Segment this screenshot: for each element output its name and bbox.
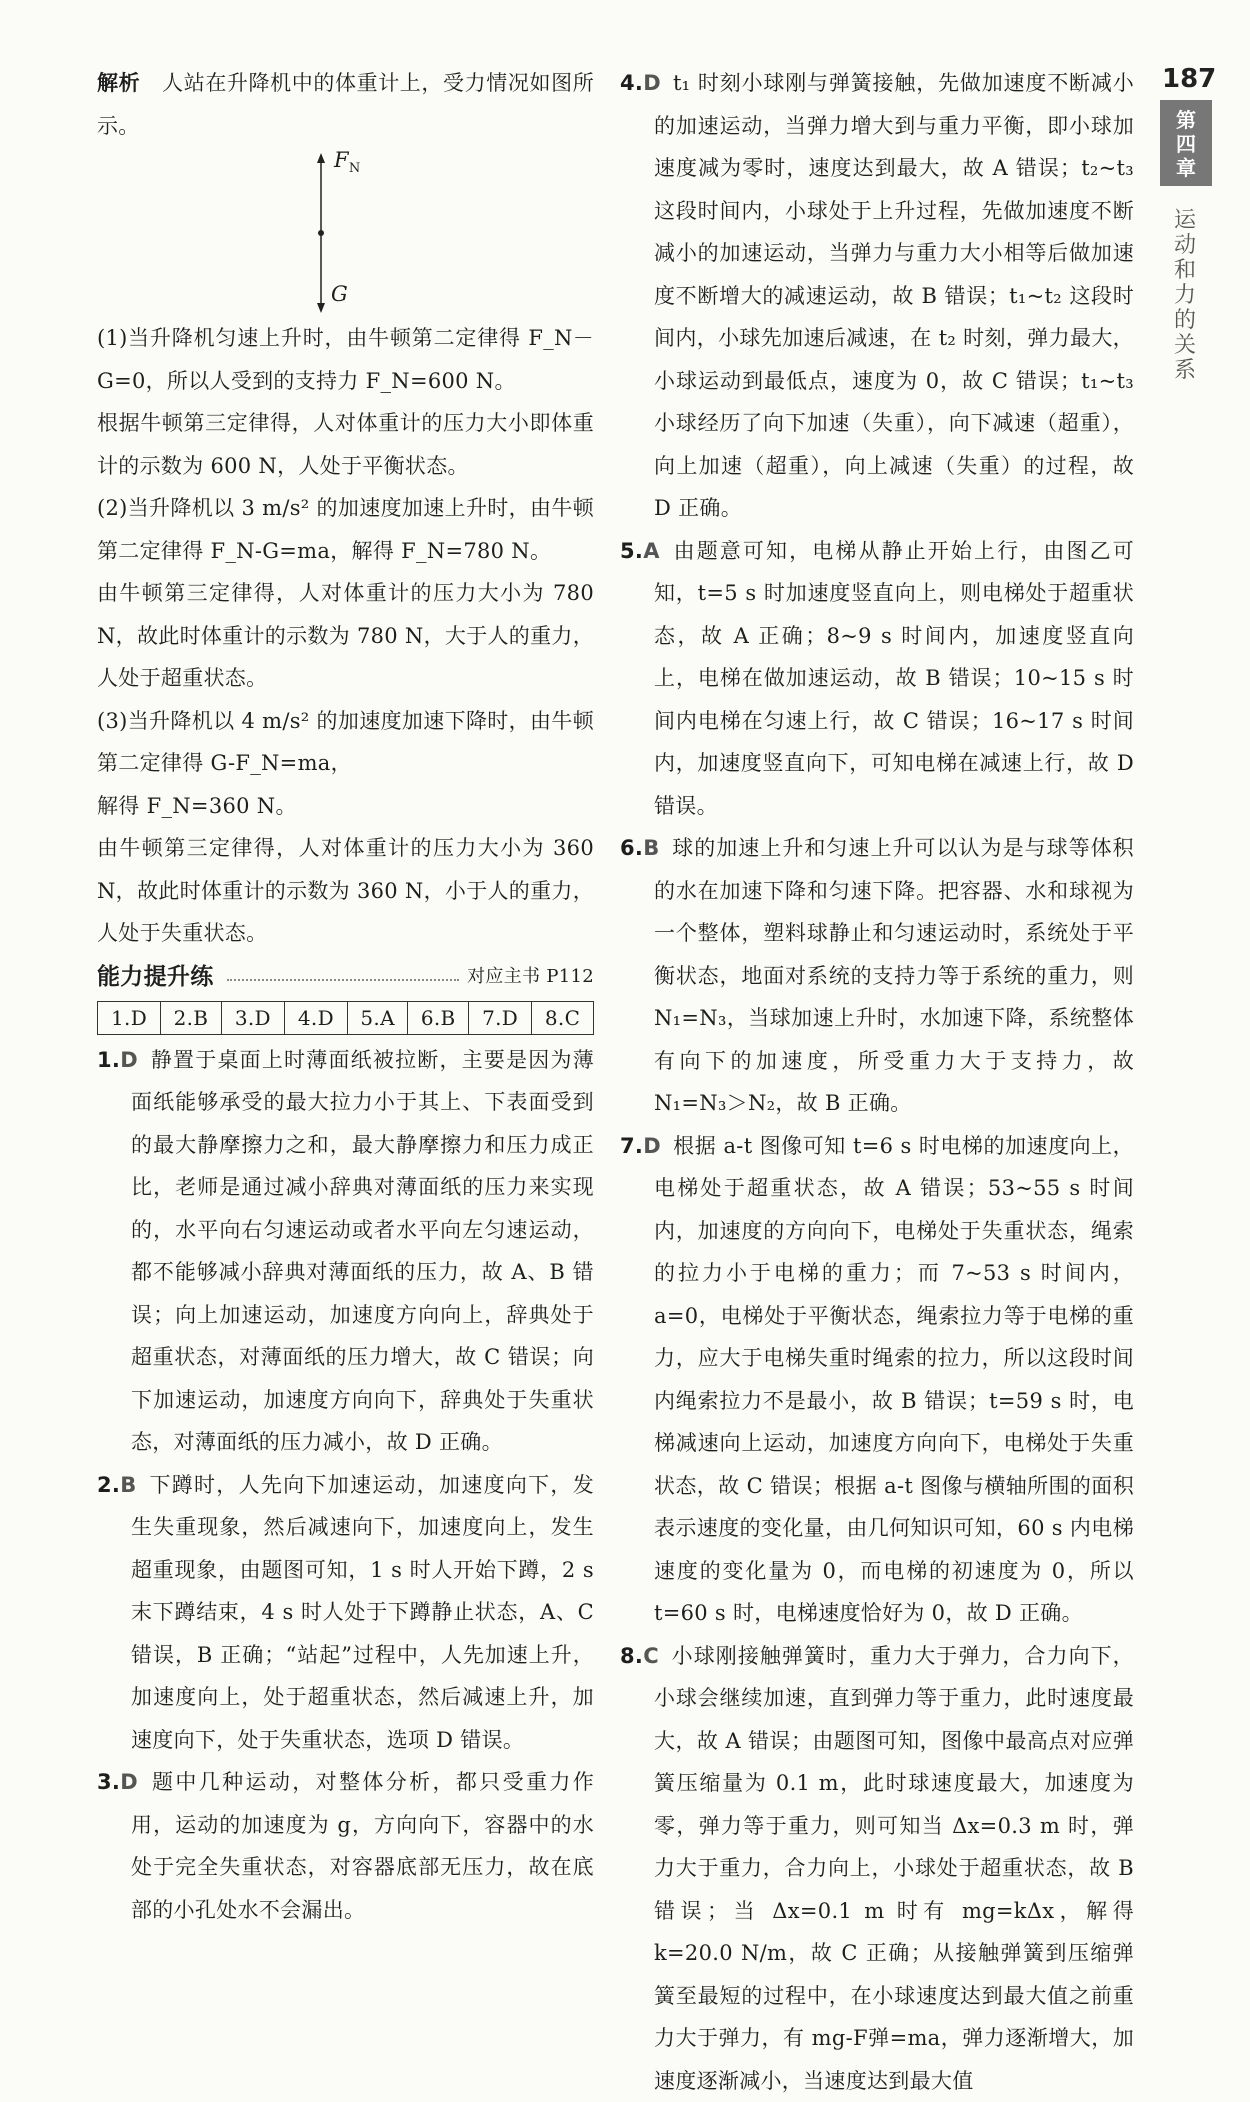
answer-cell: 3.D [221, 1001, 284, 1034]
answer-item [620, 827, 1134, 1125]
chapter-label-char: 四 [1160, 132, 1212, 156]
item-answer: D [643, 1134, 661, 1158]
item-text: t₁ 时刻小球刚与弹簧接触，先做加速度不断减小的加速运动，当弹力增大到与重力平衡，即小球加速度减为零时，速度达到最大，故 A 错误；t₂~t₃ 这段时间内，小球处于上升过程，先做加速度不断减小的加速运动，当弹力与重力大小相等后做加速度不断增大的减速运动，故 B 错误；t₁~t₂ 这段时间内，小球先加速后减速，在 t₂ 时刻，弹力最大，小球运动到最低点，速度为 0，故 C 错误；t₁~t₃ 小球经历了向下加速（失重），向下减速（超重），向上加速（超重），向上减速（失重）的过程，故 D 正确。 [654, 71, 1134, 520]
item-number: 8. [620, 1644, 643, 1668]
item-answer: D [643, 71, 661, 95]
page-number: 187 [1162, 64, 1216, 94]
answer-item [620, 1125, 1134, 1635]
item-number: 6. [620, 836, 643, 860]
item-text: 题中几种运动，对整体分析，都只受重力作用，运动的加速度为 g，方向向下，容器中的水处于完全失重状态，对容器底部无压力，故在底部的小孔处水不会漏出。 [131, 1770, 594, 1922]
answer-cell: 6.B [408, 1001, 469, 1034]
item-answer: C [643, 1644, 659, 1668]
item-text: 球的加速上升和匀速上升可以认为是与球等体积的水在加速下降和匀速下降。把容器、水和球视为一个整体，塑料球静止和匀速运动时，系统处于平衡状态，地面对系统的支持力等于系统的重力，则 N₁=N₃，当球加速上升时，水加速下降，系统整体有向下的加速度，所受重力大于支持力，故 N₁=N₃＞N₂，故 B 正确。 [654, 836, 1134, 1115]
item-answer: A [643, 539, 660, 563]
chapter-tab [1160, 100, 1212, 186]
answer-cell: 5.A [347, 1001, 407, 1034]
item-number: 1. [97, 1048, 120, 1072]
answer-row [98, 1001, 594, 1034]
paragraph: 解得 F_N=360 N。 [97, 785, 594, 828]
section-reference: 对应主书 P112 [467, 955, 594, 999]
right-column [620, 62, 1134, 2102]
answer-item [620, 1635, 1134, 2102]
chapter-label-char: 章 [1160, 156, 1212, 180]
answer-table [97, 1001, 594, 1035]
chapter-label-char: 第 [1160, 108, 1212, 132]
paragraph: 由牛顿第三定律得，人对体重计的压力大小为 360 N，故此时体重计的示数为 360 N，小于人的重力，人处于失重状态。 [97, 827, 594, 955]
section-title: 能力提升练 [97, 955, 214, 999]
answer-item [620, 530, 1134, 828]
item-number: 4. [620, 71, 643, 95]
paragraph: (2)当升降机以 3 m/s² 的加速度加速上升时，由牛顿第二定律得 F_N-G=ma，解得 F_N=780 N。 [97, 487, 594, 572]
gravity-label: G [331, 281, 348, 307]
item-text: 下蹲时，人先向下加速运动，加速度向下，发生失重现象，然后减速向下，加速度向上，发生超重现象，由题图可知，1 s 时人开始下蹲，2 s 末下蹲结束，4 s 时人处于下蹲静止状态，A、C 错误，B 正确；“站起”过程中，人先加速上升，加速度向上，处于超重状态，然后减速上升，加速度向下，处于失重状态，选项 D 错误。 [131, 1473, 594, 1752]
answer-item [97, 1039, 594, 1464]
section-header [97, 955, 594, 1001]
analysis-text: 人站在升降机中的体重计上，受力情况如图所示。 [97, 71, 594, 138]
item-answer: D [120, 1770, 138, 1794]
answer-cell: 1.D [98, 1001, 161, 1034]
item-number: 7. [620, 1134, 643, 1158]
item-answer: B [643, 836, 659, 860]
answer-item [97, 1761, 594, 1931]
answer-cell: 8.C [532, 1001, 594, 1034]
item-number: 5. [620, 539, 643, 563]
item-number: 3. [97, 1770, 120, 1794]
paragraph: (3)当升降机以 4 m/s² 的加速度加速下降时，由牛顿第二定律得 G-F_N=ma， [97, 700, 594, 785]
item-text: 根据 a-t 图像可知 t=6 s 时电梯的加速度向上，电梯处于超重状态，故 A 错误；53~55 s 时间内，加速度的方向向下，电梯处于失重状态，绳索的拉力小于电梯的重力；而 7~53 s 时间内，a=0，电梯处于平衡状态，绳索拉力等于电梯的重力，应大于电梯失重时绳索的拉力，所以这段时间内绳索拉力不是最小，故 B 错误；t=59 s 时，电梯减速向上运动，加速度方向向下，电梯处于失重状态，故 C 错误；根据 a-t 图像与横轴所围的面积表示速度的变化量，由几何知识可知，60 s 内电梯速度的变化量为 0，而电梯的初速度为 0，所以 t=60 s 时，电梯速度恰好为 0，故 D 正确。 [654, 1134, 1134, 1626]
chapter-title: 运动和力的关系 [1170, 208, 1200, 383]
analysis-paragraph [97, 62, 594, 147]
normal-force-label: $F_N$ [334, 147, 361, 182]
paragraph: (1)当升降机匀速上升时，由牛顿第二定律得 F_N－G=0，所以人受到的支持力 F_N=600 N。 [97, 317, 594, 402]
answer-item [97, 1464, 594, 1762]
analysis-label: 解析 [97, 71, 140, 95]
answer-cell: 4.D [284, 1001, 347, 1034]
item-text: 小球刚接触弹簧时，重力大于弹力，合力向下，小球会继续加速，直到弹力等于重力，此时速度最大，故 A 错误；由题图可知，图像中最高点对应弹簧压缩量为 0.1 m，此时球速度最大，加速度为零，弹力等于重力，则可知当 Δx=0.3 m 时，弹力大于重力，合力向上，小球处于超重状态，故 B 错误；当 Δx=0.1 m 时有 mg=kΔx，解得 k=20.0 N/m，故 C 正确；从接触弹簧到压缩弹簧至最短的过程中，在小球速度达到最大值之前重力大于弹力，有 mg-F弹=ma，弹力逐渐增大，加速度逐渐减小，当速度达到最大值 [654, 1644, 1134, 2093]
answer-cell: 7.D [469, 1001, 532, 1034]
force-diagram [97, 153, 594, 313]
item-text: 由题意可知，电梯从静止开始上行，由图乙可知，t=5 s 时加速度竖直向上，则电梯处于超重状态，故 A 正确；8~9 s 时间内，加速度竖直向上，电梯在做加速运动，故 B 错误；10~15 s 时间内电梯在匀速上行，故 C 错误；16~17 s 时间内，加速度竖直向下，可知电梯在减速上行，故 D 错误。 [654, 539, 1134, 818]
item-text: 静置于桌面上时薄面纸被拉断，主要是因为薄面纸能够承受的最大拉力小于其上、下表面受到的最大静摩擦力之和，最大静摩擦力和压力成正比，老师是通过减小辞典对薄面纸的压力来实现的，水平向右匀速运动或者水平向左匀速运动，都不能够减小辞典对薄面纸的压力，故 A、B 错误；向上加速运动，加速度方向向上，辞典处于超重状态，对薄面纸的压力增大，故 C 错误；向下加速运动，加速度方向向下，辞典处于失重状态，对薄面纸的压力减小，故 D 正确。 [131, 1048, 594, 1455]
section-divider [227, 979, 459, 981]
paragraph: 根据牛顿第三定律得，人对体重计的压力大小即体重计的示数为 600 N，人处于平衡状态。 [97, 402, 594, 487]
item-answer: D [120, 1048, 138, 1072]
item-answer: B [120, 1473, 136, 1497]
paragraph: 由牛顿第三定律得，人对体重计的压力大小为 780 N，故此时体重计的示数为 780 N，大于人的重力，人处于超重状态。 [97, 572, 594, 700]
left-column [97, 62, 594, 1931]
answer-item [620, 62, 1134, 530]
force-diagram-arrows [311, 153, 331, 313]
item-number: 2. [97, 1473, 120, 1497]
answer-cell: 2.B [161, 1001, 222, 1034]
